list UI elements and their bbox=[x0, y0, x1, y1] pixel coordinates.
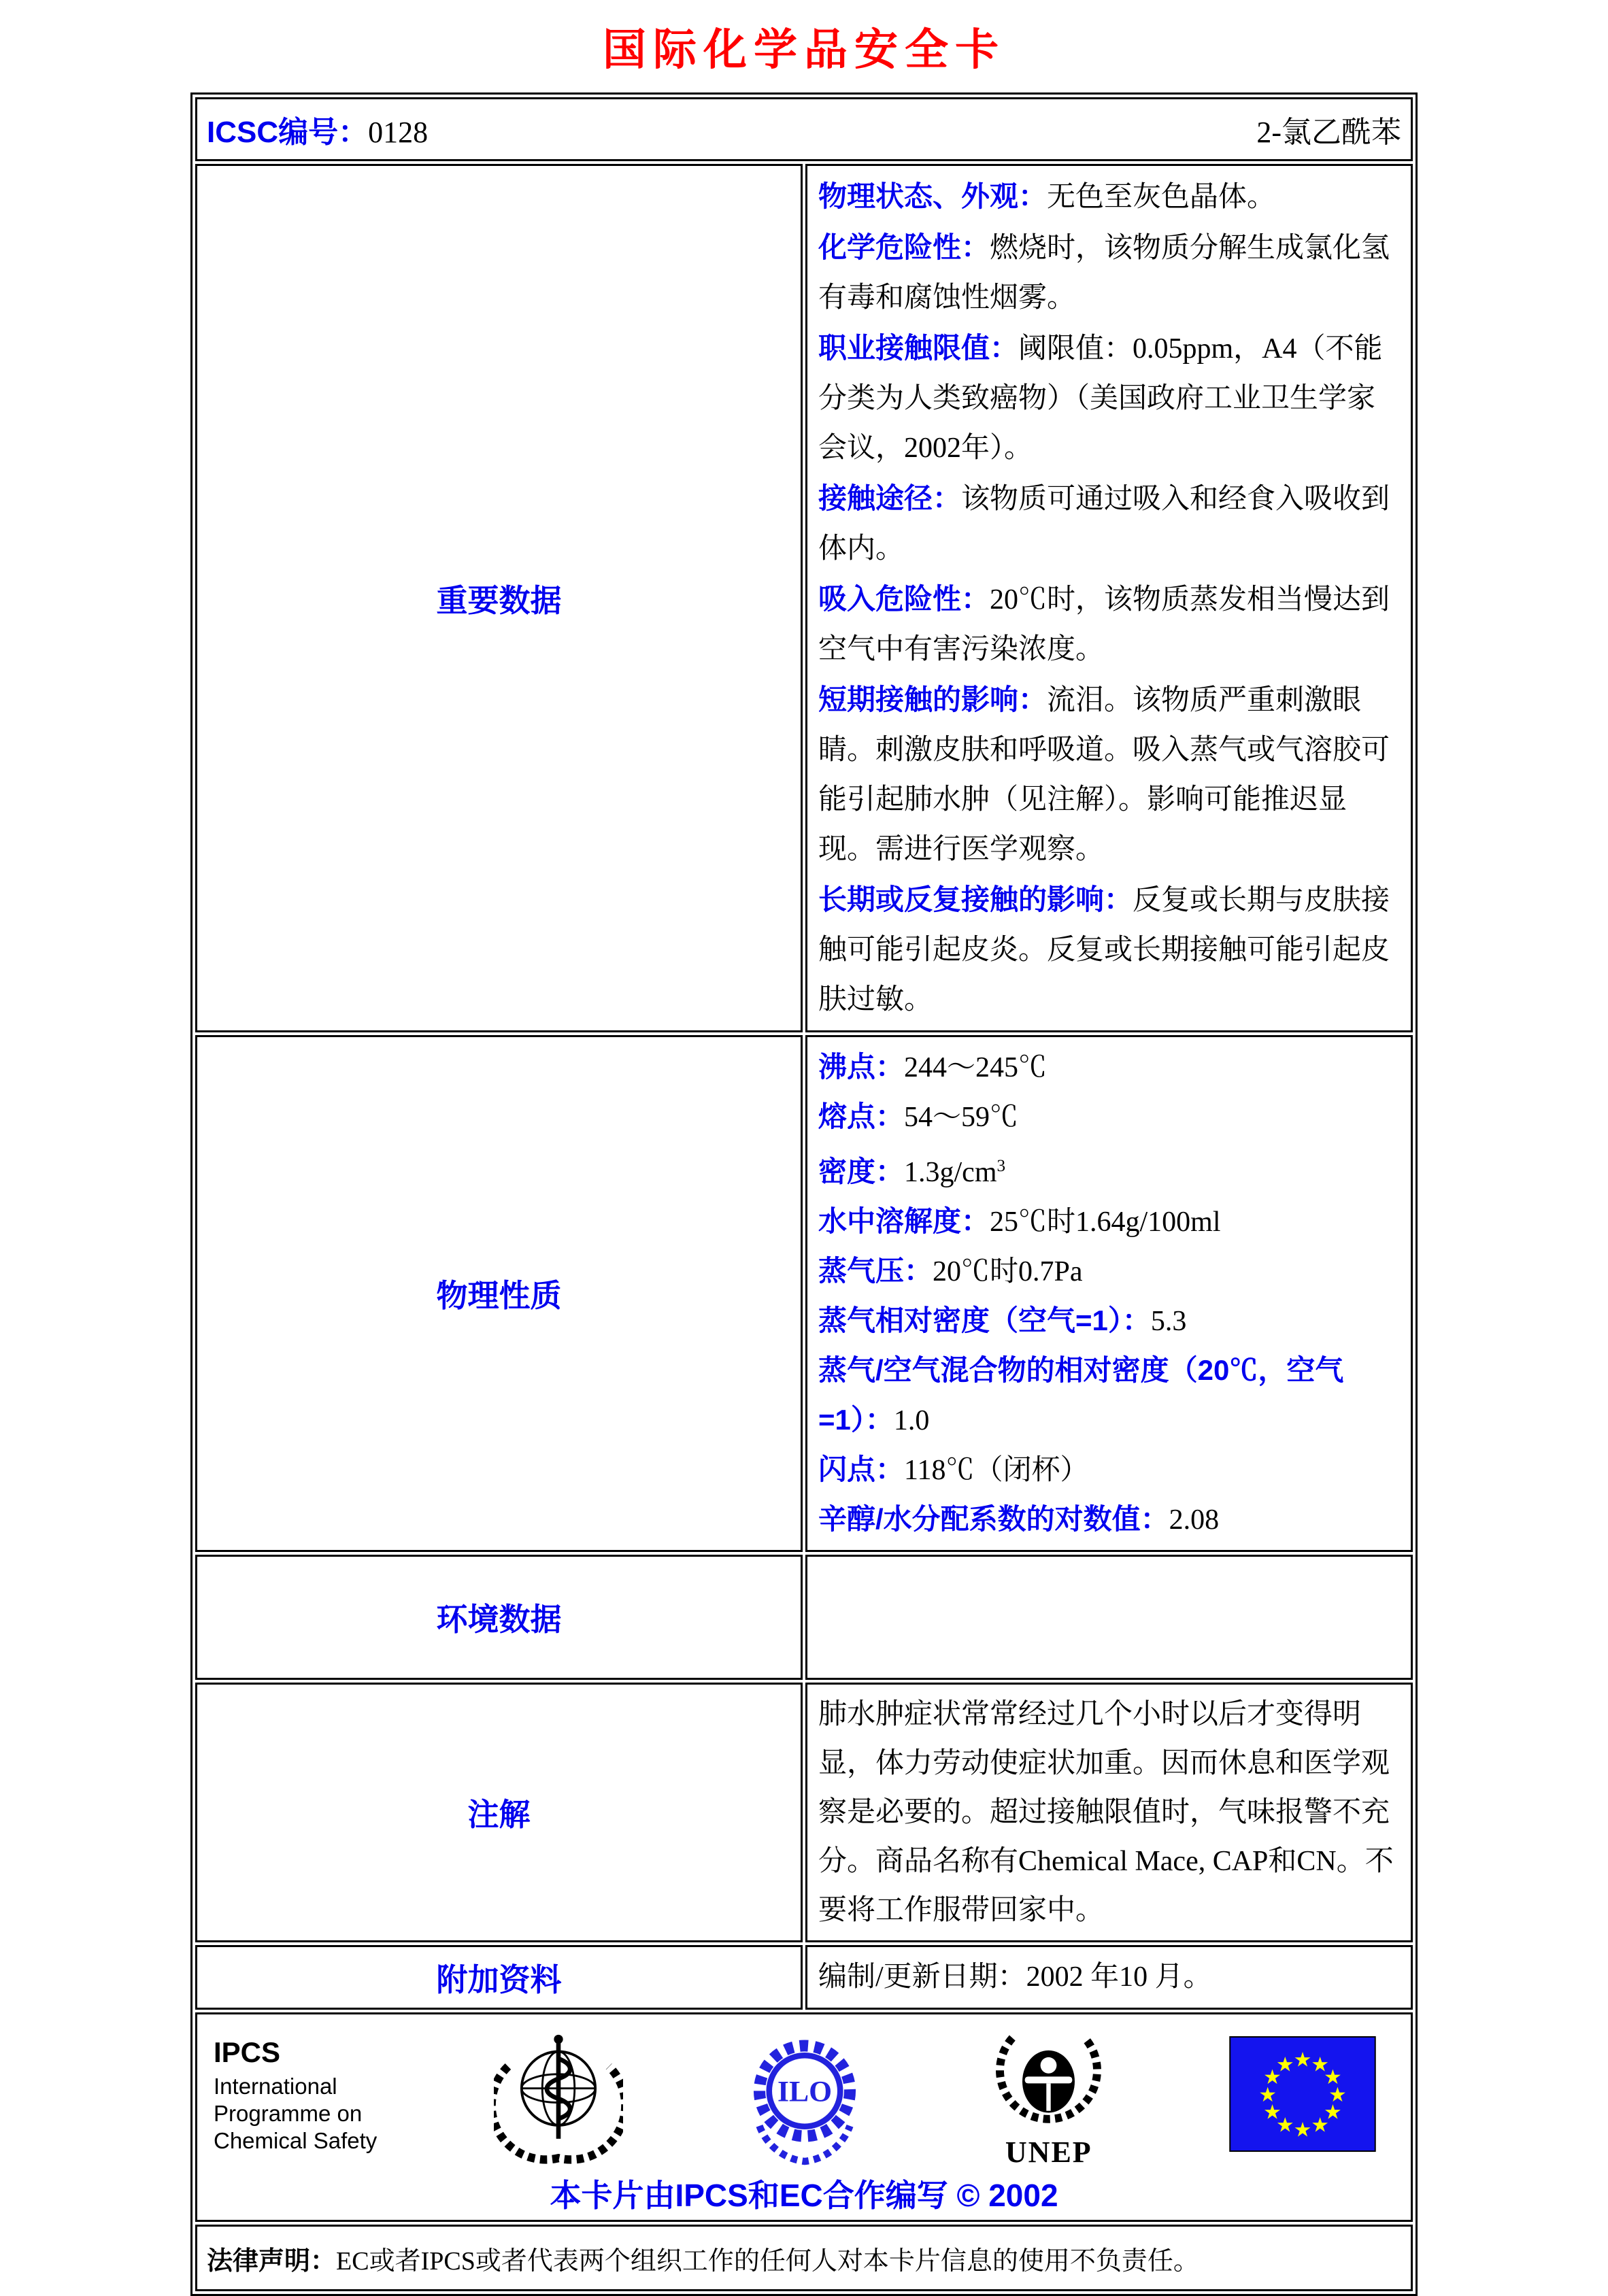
eu-star-icon: ★ bbox=[1311, 2112, 1329, 2137]
eu-star-icon: ★ bbox=[1328, 2082, 1347, 2106]
notes-row bbox=[195, 1683, 1413, 1942]
eu-star-icon: ★ bbox=[1311, 2052, 1329, 2076]
field-label: 短期接触的影响： bbox=[818, 683, 1048, 715]
who-logo-icon bbox=[494, 2027, 623, 2168]
field-label: 长期或反复接触的影响： bbox=[818, 883, 1133, 915]
legal-text: EC或者IPCS或者代表两个组织工作的任何人对本卡片信息的使用不负责任。 bbox=[336, 2246, 1199, 2276]
unep-block bbox=[986, 2027, 1111, 2170]
field-value: 该物质可通过吸入和经食入吸收到体内。 bbox=[818, 484, 1390, 564]
property-line bbox=[818, 1247, 1400, 1296]
property-line bbox=[818, 171, 1400, 222]
field-value: 54～59℃ bbox=[904, 1102, 1019, 1133]
eu-star-icon: ★ bbox=[1293, 2117, 1312, 2142]
field-label: 熔点： bbox=[818, 1100, 905, 1132]
additional-info-label: 附加资料 bbox=[195, 1945, 803, 2010]
property-line bbox=[818, 574, 1400, 675]
property-line bbox=[818, 1043, 1400, 1092]
copyright-text: 本卡片由IPCS和EC合作编写 bbox=[550, 2178, 948, 2213]
ilo-logo-icon bbox=[740, 2027, 869, 2168]
ilo-logo-text: ILO bbox=[777, 2075, 832, 2108]
field-value: 118℃（闭杯） bbox=[904, 1455, 1089, 1486]
property-line bbox=[818, 1092, 1400, 1142]
superscript: 3 bbox=[996, 1157, 1006, 1175]
field-label: 吸入危险性： bbox=[818, 583, 990, 615]
field-value: 1.0 bbox=[893, 1405, 930, 1436]
eu-star-icon: ★ bbox=[1324, 2099, 1342, 2124]
field-value: 5.3 bbox=[1150, 1306, 1187, 1337]
field-value: 1.3g/cm bbox=[904, 1157, 997, 1188]
environmental-data-content bbox=[805, 1555, 1413, 1680]
icsc-card-table bbox=[190, 92, 1418, 2296]
field-value: 20℃时，该物质蒸发相当慢达到空气中有害污染浓度。 bbox=[818, 584, 1390, 665]
field-value: 25℃时1.64g/100ml bbox=[990, 1206, 1221, 1238]
field-value: 阈限值：0.05ppm，A4（不能分类为人类致癌物）（美国政府工业卫生学家会议，2002年）。 bbox=[818, 333, 1383, 464]
header-row bbox=[195, 97, 1413, 161]
property-line bbox=[818, 1197, 1400, 1247]
field-label: 蒸气/空气混合物的相对密度（20℃，空气=1）： bbox=[818, 1354, 1344, 1436]
physical-properties-content bbox=[805, 1035, 1413, 1552]
additional-info-row bbox=[195, 1945, 1413, 2010]
notes-label: 注解 bbox=[195, 1683, 803, 1942]
property-line bbox=[818, 222, 1400, 323]
copyright-line bbox=[211, 2171, 1397, 2216]
field-label: 物理状态、外观： bbox=[818, 180, 1048, 212]
field-label: 闪点： bbox=[818, 1453, 905, 1485]
field-value: 燃烧时，该物质分解生成氯化氢有毒和腐蚀性烟雾。 bbox=[818, 233, 1390, 314]
unep-logo-icon bbox=[986, 2027, 1111, 2139]
eu-star-icon: ★ bbox=[1275, 2112, 1294, 2137]
important-data-label: 重要数据 bbox=[195, 164, 803, 1032]
legal-label: 法律声明： bbox=[207, 2246, 337, 2276]
important-data-content bbox=[805, 164, 1413, 1032]
field-label: 化学危险性： bbox=[818, 231, 990, 263]
important-data-row bbox=[195, 164, 1413, 1032]
ipcs-text-block bbox=[214, 2027, 377, 2155]
eu-star-icon: ★ bbox=[1324, 2065, 1342, 2089]
field-label: 水中溶解度： bbox=[818, 1205, 990, 1237]
property-line bbox=[818, 875, 1400, 1025]
chemical-name: 2-氯乙酰苯 bbox=[1256, 116, 1401, 149]
field-label: 辛醇/水分配系数的对数值： bbox=[818, 1503, 1169, 1535]
property-line bbox=[818, 323, 1400, 473]
ipcs-acronym: IPCS bbox=[214, 2036, 281, 2068]
legal-row bbox=[195, 2225, 1413, 2291]
field-label: 接触途径： bbox=[818, 482, 962, 514]
icsc-number-value: 0128 bbox=[368, 116, 429, 149]
property-line bbox=[818, 1142, 1400, 1197]
field-value: 反复或长期与皮肤接触可能引起皮炎。反复或长期接触可能引起皮肤过敏。 bbox=[818, 885, 1390, 1015]
property-line bbox=[818, 1495, 1400, 1544]
field-label: 密度： bbox=[818, 1155, 905, 1187]
ipcs-line: International bbox=[214, 2074, 337, 2099]
property-line bbox=[818, 675, 1400, 875]
field-value: 20℃时0.7Pa bbox=[933, 1256, 1083, 1287]
physical-properties-label: 物理性质 bbox=[195, 1035, 803, 1552]
eu-star-icon: ★ bbox=[1293, 2047, 1312, 2072]
field-label: 蒸气相对密度（空气=1）： bbox=[818, 1304, 1151, 1336]
notes-content: 肺水肿症状常常经过几个小时以后才变得明显，体力劳动使症状加重。因而休息和医学观察是必要的。超过接触限值时，气味报警不充分。商品名称有Chemical Mace, CAP和CN。不要将工作服带回家中。 bbox=[805, 1683, 1413, 1942]
field-label: 沸点： bbox=[818, 1051, 905, 1083]
eu-star-icon: ★ bbox=[1275, 2052, 1294, 2076]
copyright-year: © 2002 bbox=[956, 2178, 1058, 2213]
property-line bbox=[818, 473, 1400, 574]
field-value: 244～245℃ bbox=[904, 1052, 1048, 1083]
unep-caption: UNEP bbox=[1005, 2135, 1092, 2169]
eu-flag-wrap bbox=[1228, 2027, 1377, 2152]
eu-star-icon: ★ bbox=[1263, 2099, 1282, 2124]
icsc-number-label: ICSC编号： bbox=[207, 116, 369, 149]
property-line bbox=[818, 1445, 1400, 1495]
property-line bbox=[818, 1296, 1400, 1346]
icsc-number bbox=[207, 107, 428, 151]
logos-row bbox=[195, 2012, 1413, 2222]
ipcs-line: Chemical Safety bbox=[214, 2128, 378, 2153]
field-value: 无色至灰色晶体。 bbox=[1047, 182, 1276, 213]
eu-star-icon: ★ bbox=[1258, 2082, 1277, 2106]
page-title: 国际化学品安全卡 bbox=[603, 25, 1005, 74]
ipcs-line: Programme on bbox=[214, 2101, 363, 2126]
environmental-data-label: 环境数据 bbox=[195, 1555, 803, 1680]
field-label: 蒸气压： bbox=[818, 1255, 933, 1287]
additional-info-content: 编制/更新日期：2002 年10 月。 bbox=[805, 1945, 1413, 2010]
field-value: 流泪。该物质严重刺激眼睛。刺激皮肤和呼吸道。吸入蒸气或气溶胶可能引起肺水肿（见注解）。影响可能推迟显现。需进行医学观察。 bbox=[818, 685, 1390, 865]
eu-flag-icon bbox=[1228, 2036, 1377, 2152]
eu-star-icon: ★ bbox=[1263, 2065, 1282, 2089]
field-label: 职业接触限值： bbox=[818, 332, 1019, 364]
environmental-data-row bbox=[195, 1555, 1413, 1680]
property-line bbox=[818, 1346, 1400, 1445]
physical-properties-row bbox=[195, 1035, 1413, 1552]
field-value: 2.08 bbox=[1169, 1504, 1220, 1536]
